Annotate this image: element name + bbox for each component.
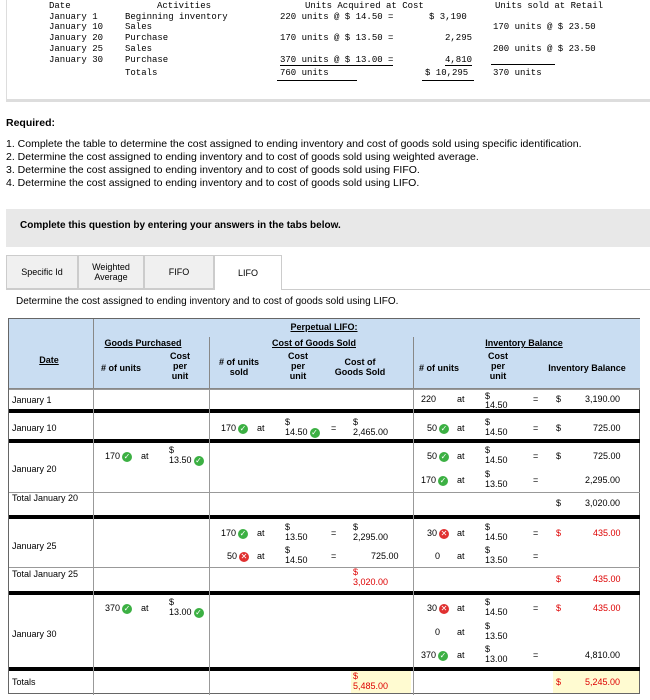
dollar-sign: $ bbox=[353, 567, 359, 577]
dollar-sign: $ bbox=[353, 522, 359, 532]
col-acquired-header: Units Acquired at Cost bbox=[305, 1, 424, 11]
dollar-sign: $ bbox=[556, 498, 562, 508]
at-label: at bbox=[457, 451, 465, 461]
row-acquired-total: $ 10,295 bbox=[425, 68, 469, 78]
balance-input[interactable]: 435.00 bbox=[593, 574, 621, 584]
divider bbox=[93, 319, 94, 389]
at-label: at bbox=[457, 475, 465, 485]
required-section bbox=[6, 117, 582, 190]
equals-sign: = bbox=[331, 551, 337, 561]
row-label-total-jan25: Total January 25 bbox=[12, 569, 79, 579]
correct-check-icon: ✓ bbox=[440, 451, 448, 461]
cost-per-unit-header: Cost per unit bbox=[288, 351, 308, 381]
at-label: at bbox=[457, 528, 465, 538]
at-label: at bbox=[457, 627, 465, 637]
divider bbox=[413, 389, 414, 695]
divider bbox=[9, 567, 640, 568]
at-label: at bbox=[257, 423, 265, 433]
cost-input[interactable]: 14.50 bbox=[285, 555, 308, 565]
cost-input[interactable]: 14.50 ✓ bbox=[285, 427, 318, 437]
date-header: Date bbox=[39, 355, 59, 365]
row-separator bbox=[9, 515, 640, 519]
divider bbox=[413, 337, 414, 389]
cost-input[interactable]: 14.50 bbox=[485, 400, 508, 410]
units-input[interactable]: 170 ✓ bbox=[421, 475, 447, 485]
correct-check-icon: ✓ bbox=[195, 607, 202, 617]
correct-check-icon: ✓ bbox=[123, 603, 131, 613]
purchase-cost-input[interactable]: 13.00 ✓ bbox=[169, 607, 202, 617]
row-acquired: 170 units @ $ 13.50 = bbox=[280, 33, 394, 43]
units-sold-input[interactable]: 170 ✓ bbox=[221, 528, 247, 538]
cost-per-unit-header: Cost per unit bbox=[170, 351, 190, 381]
equals-sign: = bbox=[331, 423, 337, 433]
instruction-bar bbox=[6, 209, 650, 247]
row-date: January 25 bbox=[49, 44, 104, 54]
balance-input[interactable]: 4,810.00 bbox=[585, 650, 621, 660]
required-item: 4. Determine the cost assigned to ending inventory and to cost of goods sold using LIFO. bbox=[6, 177, 420, 189]
cost-input[interactable]: 13.50 bbox=[485, 631, 508, 641]
at-label: at bbox=[141, 603, 149, 613]
dollar-sign: $ bbox=[285, 417, 291, 427]
tab-specific-id[interactable]: Specific Id bbox=[6, 255, 78, 289]
row-date: January 20 bbox=[49, 33, 104, 43]
balance-input[interactable]: 725.00 bbox=[593, 423, 621, 433]
dollar-sign: $ bbox=[556, 394, 562, 404]
row-activity: Purchase bbox=[125, 55, 169, 65]
row-acquired-total: $ 3,190 bbox=[429, 12, 467, 22]
tab-lifo[interactable]: LIFO bbox=[214, 255, 282, 290]
dollar-sign: $ bbox=[556, 574, 562, 584]
units-input[interactable]: 0 bbox=[435, 551, 441, 561]
purchase-units-input[interactable]: 170 ✓ bbox=[105, 451, 131, 461]
units-input[interactable]: 30 ✕ bbox=[427, 603, 448, 613]
row-date: January 30 bbox=[49, 55, 104, 65]
equals-sign: = bbox=[533, 551, 539, 561]
row-acquired-total: 4,810 bbox=[445, 55, 473, 65]
dollar-sign: $ bbox=[285, 522, 291, 532]
row-acquired: 370 units @ $ 13.00 = bbox=[280, 55, 394, 65]
dollar-sign: $ bbox=[556, 423, 562, 433]
row-sold: 170 units @ $ 23.50 bbox=[493, 22, 596, 32]
dollar-sign: $ bbox=[169, 597, 175, 607]
units-input[interactable]: 50 ✓ bbox=[427, 423, 448, 433]
row-separator bbox=[9, 439, 640, 443]
correct-check-icon: ✓ bbox=[439, 475, 447, 485]
row-sold: 200 units @ $ 23.50 bbox=[493, 44, 596, 54]
cogs-input[interactable]: 3,020.00 bbox=[353, 577, 389, 587]
cogs-input[interactable]: 2,295.00 bbox=[353, 532, 389, 542]
units-input[interactable]: 0 bbox=[435, 627, 441, 637]
dollar-sign: $ bbox=[485, 391, 491, 401]
units-input[interactable]: 370 ✓ bbox=[421, 650, 447, 660]
tab-weighted-average[interactable]: Weighted Average bbox=[78, 255, 144, 289]
equals-sign: = bbox=[533, 475, 539, 485]
row-activity: Purchase bbox=[125, 33, 169, 43]
double-underline bbox=[422, 80, 474, 81]
cost-per-unit-header: Cost per unit bbox=[488, 351, 508, 381]
equals-sign: = bbox=[533, 423, 539, 433]
divider bbox=[209, 389, 210, 695]
active-tab-gap bbox=[215, 288, 281, 290]
row-label-jan1: January 1 bbox=[12, 395, 52, 405]
row-activity: Sales bbox=[125, 44, 153, 54]
row-activity: Sales bbox=[125, 22, 153, 32]
row-separator bbox=[9, 409, 640, 413]
at-label: at bbox=[141, 451, 149, 461]
double-underline bbox=[277, 80, 357, 81]
purchase-units-input[interactable]: 370 ✓ bbox=[105, 603, 131, 613]
balance-input[interactable]: 2,295.00 bbox=[585, 475, 621, 485]
units-input[interactable]: 30 ✕ bbox=[427, 528, 448, 538]
row-sold: 370 units bbox=[493, 68, 542, 78]
perpetual-title: Perpetual LIFO: bbox=[290, 322, 358, 332]
row-separator bbox=[9, 591, 640, 595]
divider bbox=[93, 389, 94, 695]
at-label: at bbox=[257, 551, 265, 561]
balance-input[interactable]: 725.00 bbox=[593, 451, 621, 461]
dollar-sign: $ bbox=[556, 603, 562, 613]
equals-sign: = bbox=[533, 603, 539, 613]
row-separator bbox=[9, 667, 640, 671]
purchase-cost-input[interactable]: 13.50 ✓ bbox=[169, 455, 202, 465]
balance-total-input[interactable]: 5,245.00 bbox=[585, 677, 621, 687]
dollar-sign: $ bbox=[556, 677, 562, 687]
required-item: 1. Complete the table to determine the cost assigned to ending inventory and cost of goods sold using specific identification. bbox=[6, 138, 582, 150]
row-date: January 10 bbox=[49, 22, 104, 32]
cost-input[interactable]: 13.00 bbox=[485, 654, 508, 664]
row-label-jan30: January 30 bbox=[12, 629, 57, 639]
equals-sign: = bbox=[533, 394, 539, 404]
dollar-sign: $ bbox=[485, 621, 491, 631]
required-title: Required: bbox=[6, 117, 56, 129]
row-label-total-jan20: Total January 20 bbox=[12, 493, 79, 503]
row-label-jan20: January 20 bbox=[12, 464, 57, 474]
correct-check-icon: ✓ bbox=[123, 451, 131, 461]
col-activities-header: Activities bbox=[157, 1, 212, 11]
dollar-sign: $ bbox=[285, 545, 291, 555]
problem-data-table bbox=[6, 0, 650, 102]
dollar-sign: $ bbox=[169, 445, 175, 455]
balance-input[interactable]: 3,020.00 bbox=[585, 498, 621, 508]
divider bbox=[209, 337, 210, 389]
balance-input[interactable]: 435.00 bbox=[593, 603, 621, 613]
cost-input[interactable]: 14.50 bbox=[485, 427, 508, 437]
row-label-totals: Totals bbox=[12, 677, 36, 687]
required-item: 2. Determine the cost assigned to ending inventory and to cost of goods sold using weighted average. bbox=[6, 151, 479, 163]
row-label-jan10: January 10 bbox=[12, 423, 57, 433]
cost-input[interactable]: 13.50 bbox=[485, 479, 508, 489]
dollar-sign: $ bbox=[485, 445, 491, 455]
correct-check-icon: ✓ bbox=[439, 650, 447, 660]
row-activity: Totals bbox=[125, 68, 158, 78]
divider bbox=[491, 64, 555, 65]
cost-input[interactable]: 13.50 bbox=[485, 555, 508, 565]
divider bbox=[9, 492, 640, 493]
equals-sign: = bbox=[533, 528, 539, 538]
at-label: at bbox=[457, 603, 465, 613]
row-acquired-total: 2,295 bbox=[445, 33, 473, 43]
units-header: # of units bbox=[419, 363, 459, 373]
correct-check-icon: ✓ bbox=[239, 528, 247, 538]
dollar-sign: $ bbox=[353, 671, 359, 681]
balance-input[interactable]: 435.00 bbox=[593, 528, 621, 538]
col-sold-header: Units sold at Retail bbox=[495, 1, 604, 11]
dollar-sign: $ bbox=[556, 528, 562, 538]
cost-input[interactable]: 14.50 bbox=[485, 532, 508, 542]
dollar-sign: $ bbox=[353, 417, 359, 427]
dollar-sign: $ bbox=[485, 644, 491, 654]
cogs-input[interactable]: 2,465.00 bbox=[353, 427, 389, 437]
equals-sign: = bbox=[533, 451, 539, 461]
question-text: Determine the cost assigned to ending inventory and to cost of goods sold using LIFO. bbox=[16, 296, 399, 307]
correct-check-icon: ✓ bbox=[239, 423, 247, 433]
units-header: # of units bbox=[101, 363, 141, 373]
cost-input[interactable]: 14.50 bbox=[485, 455, 508, 465]
row-activity: Beginning inventory bbox=[125, 12, 228, 22]
units-sold-header: # of units sold bbox=[219, 357, 259, 377]
cogs-total-input[interactable]: 5,485.00 bbox=[353, 681, 389, 691]
incorrect-x-icon: ✕ bbox=[440, 528, 448, 538]
inventory-balance-header: Inventory Balance bbox=[548, 363, 626, 373]
incorrect-x-icon: ✕ bbox=[440, 603, 448, 613]
balance-input[interactable]: 3,190.00 bbox=[585, 394, 621, 404]
dollar-sign: $ bbox=[485, 597, 491, 607]
units-input[interactable]: 220 bbox=[421, 394, 437, 404]
row-label-jan25: January 25 bbox=[12, 541, 57, 551]
instruction-text: Complete this question by entering your answers in the tabs below. bbox=[20, 220, 341, 231]
cost-input[interactable]: 13.50 bbox=[285, 532, 308, 542]
at-label: at bbox=[257, 528, 265, 538]
equals-sign: = bbox=[533, 650, 539, 660]
dollar-sign: $ bbox=[556, 451, 562, 461]
goods-purchased-title: Goods Purchased bbox=[104, 338, 182, 348]
cogs-title: Cost of Goods Sold bbox=[272, 338, 356, 348]
dollar-sign: $ bbox=[485, 545, 491, 555]
divider bbox=[9, 389, 640, 390]
col-date-header: Date bbox=[49, 1, 71, 11]
cost-input[interactable]: 14.50 bbox=[485, 607, 508, 617]
inventory-balance-title: Inventory Balance bbox=[485, 338, 563, 348]
tab-fifo[interactable]: FIFO bbox=[144, 255, 214, 289]
at-label: at bbox=[457, 650, 465, 660]
required-item: 3. Determine the cost assigned to ending inventory and to cost of goods sold using FIFO. bbox=[6, 164, 420, 176]
units-sold-input[interactable]: 170 ✓ bbox=[221, 423, 247, 433]
dollar-sign: $ bbox=[485, 469, 491, 479]
cogs-input[interactable]: 725.00 bbox=[371, 551, 399, 561]
row-acquired: 760 units bbox=[280, 68, 329, 78]
row-acquired: 220 units @ $ 14.50 = bbox=[280, 12, 394, 22]
incorrect-x-icon: ✕ bbox=[240, 551, 248, 561]
row-date: January 1 bbox=[49, 12, 98, 22]
dollar-sign: $ bbox=[485, 417, 491, 427]
at-label: at bbox=[457, 394, 465, 404]
at-label: at bbox=[457, 551, 465, 561]
correct-check-icon: ✓ bbox=[195, 455, 202, 465]
at-label: at bbox=[457, 423, 465, 433]
correct-check-icon: ✓ bbox=[311, 427, 318, 437]
dollar-sign: $ bbox=[485, 522, 491, 532]
cogs-header: Cost of Goods Sold bbox=[334, 357, 386, 377]
lifo-table bbox=[8, 318, 640, 694]
units-input[interactable]: 50 ✓ bbox=[427, 451, 448, 461]
equals-sign: = bbox=[331, 528, 337, 538]
correct-check-icon: ✓ bbox=[440, 423, 448, 433]
divider bbox=[6, 289, 650, 290]
units-sold-input[interactable]: 50 ✕ bbox=[227, 551, 248, 561]
